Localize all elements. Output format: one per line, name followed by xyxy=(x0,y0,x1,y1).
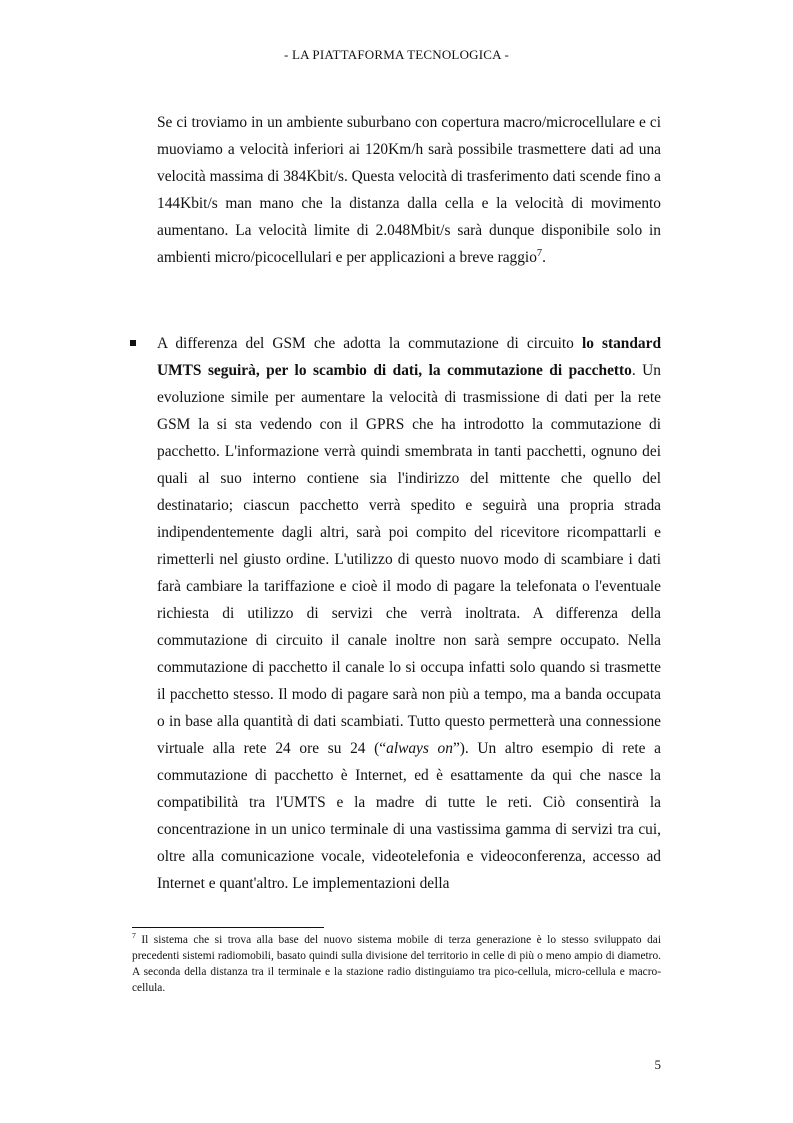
bullet-text-after-italic: ”). Un altro esempio di rete a commutazione di pacchetto è Internet, ed è esattamente da qui che nasce la compatibilità tra l'UMTS e la madre di tutte le reti. Ciò consentirà la concentrazione in un unico terminale di una vastissima gamma di servizi tra cui, oltre alla comunicazione vocale, videotelefonia e videoconferenza, accesso ad Internet e quant'altro. Le implementazioni della xyxy=(157,740,662,892)
paragraph-velocita-end: . xyxy=(542,249,546,266)
footnote-reference: 7 xyxy=(536,247,543,259)
square-bullet-icon xyxy=(130,340,136,346)
footnote-number: 7 xyxy=(132,931,136,941)
paragraph-velocita-text: Se ci troviamo in un ambiente suburbano con copertura macro/microcellulare e ci muoviamo a velocità inferiori ai 120Km/h sarà possibile trasmettere dati ad una velocità massima di 384Kbit/s. Questa velocità di trasferimento dati scende fino a 144Kbit/s man mano che la distanza dalla cella e la velocità di movimento aumentano. La velocità limite di 2.048Mbit/s sarà dunque disponibile solo in ambienti micro/picocellulari e per applicazioni a breve raggio xyxy=(157,114,661,266)
footnote-divider xyxy=(132,927,324,928)
footnote-text: Il sistema che si trova alla base del nuovo sistema mobile di terza generazione è lo stesso sviluppato dai precedenti sistemi radiomobili, basato quindi sulla divisione del territorio in celle di più o meno ampio di diametro. A seconda della distanza tra il terminale e la stazione radio distinguiamo tra pico-cellula, micro-cellula e macro-cellula. xyxy=(132,934,661,994)
bullet-italic-always-on: always on xyxy=(386,740,453,757)
page-number: 5 xyxy=(654,1057,661,1072)
bullet-paragraph-commutazione xyxy=(157,330,661,897)
running-header: - LA PIATTAFORMA TECNOLOGICA - xyxy=(283,47,509,62)
bullet-intro: A differenza del GSM che adotta la commutazione di circuito xyxy=(157,335,582,352)
bullet-bold-statement: lo standard UMTS seguirà, per lo scambio di dati, la commutazione di pacchetto xyxy=(157,335,662,379)
footnote xyxy=(132,932,661,996)
bullet-text-before-italic: . Un evoluzione simile per aumentare la velocità di trasmissione di dati per la rete GSM la si sta vedendo con il GPRS che ha introdotto la commutazione di pacchetto. L'informazione verrà quindi smembrata in tanti pacchetti, ognuno dei quali al suo interno contiene sia l'indirizzo del mittente che quello del destinatario; ciascun pacchetto verrà spedito e seguirà una propria strada indipendentemente dagli altri, sarà poi compito del ricevitore ricompattarli e rimetterli nel giusto ordine. L'utilizzo di questo nuovo modo di scambiare i dati farà cambiare la tariffazione e cioè il modo di pagare la telefonata o l'eventuale richiesta di utilizzo di servizi che verrà inoltrata. A differenza della commutazione di circuito il canale inoltre non sarà sempre occupato. Nella commutazione di pacchetto il canale lo si occupa infatti solo quando si trasmette il pacchetto stesso. Il modo di pagare sarà non più a tempo, ma a banda occupata o in base alla quantità di dati scambiati. Tutto questo permetterà una connessione virtuale alla rete 24 ore su 24 (“ xyxy=(157,362,661,757)
paragraph-velocita xyxy=(157,109,661,271)
